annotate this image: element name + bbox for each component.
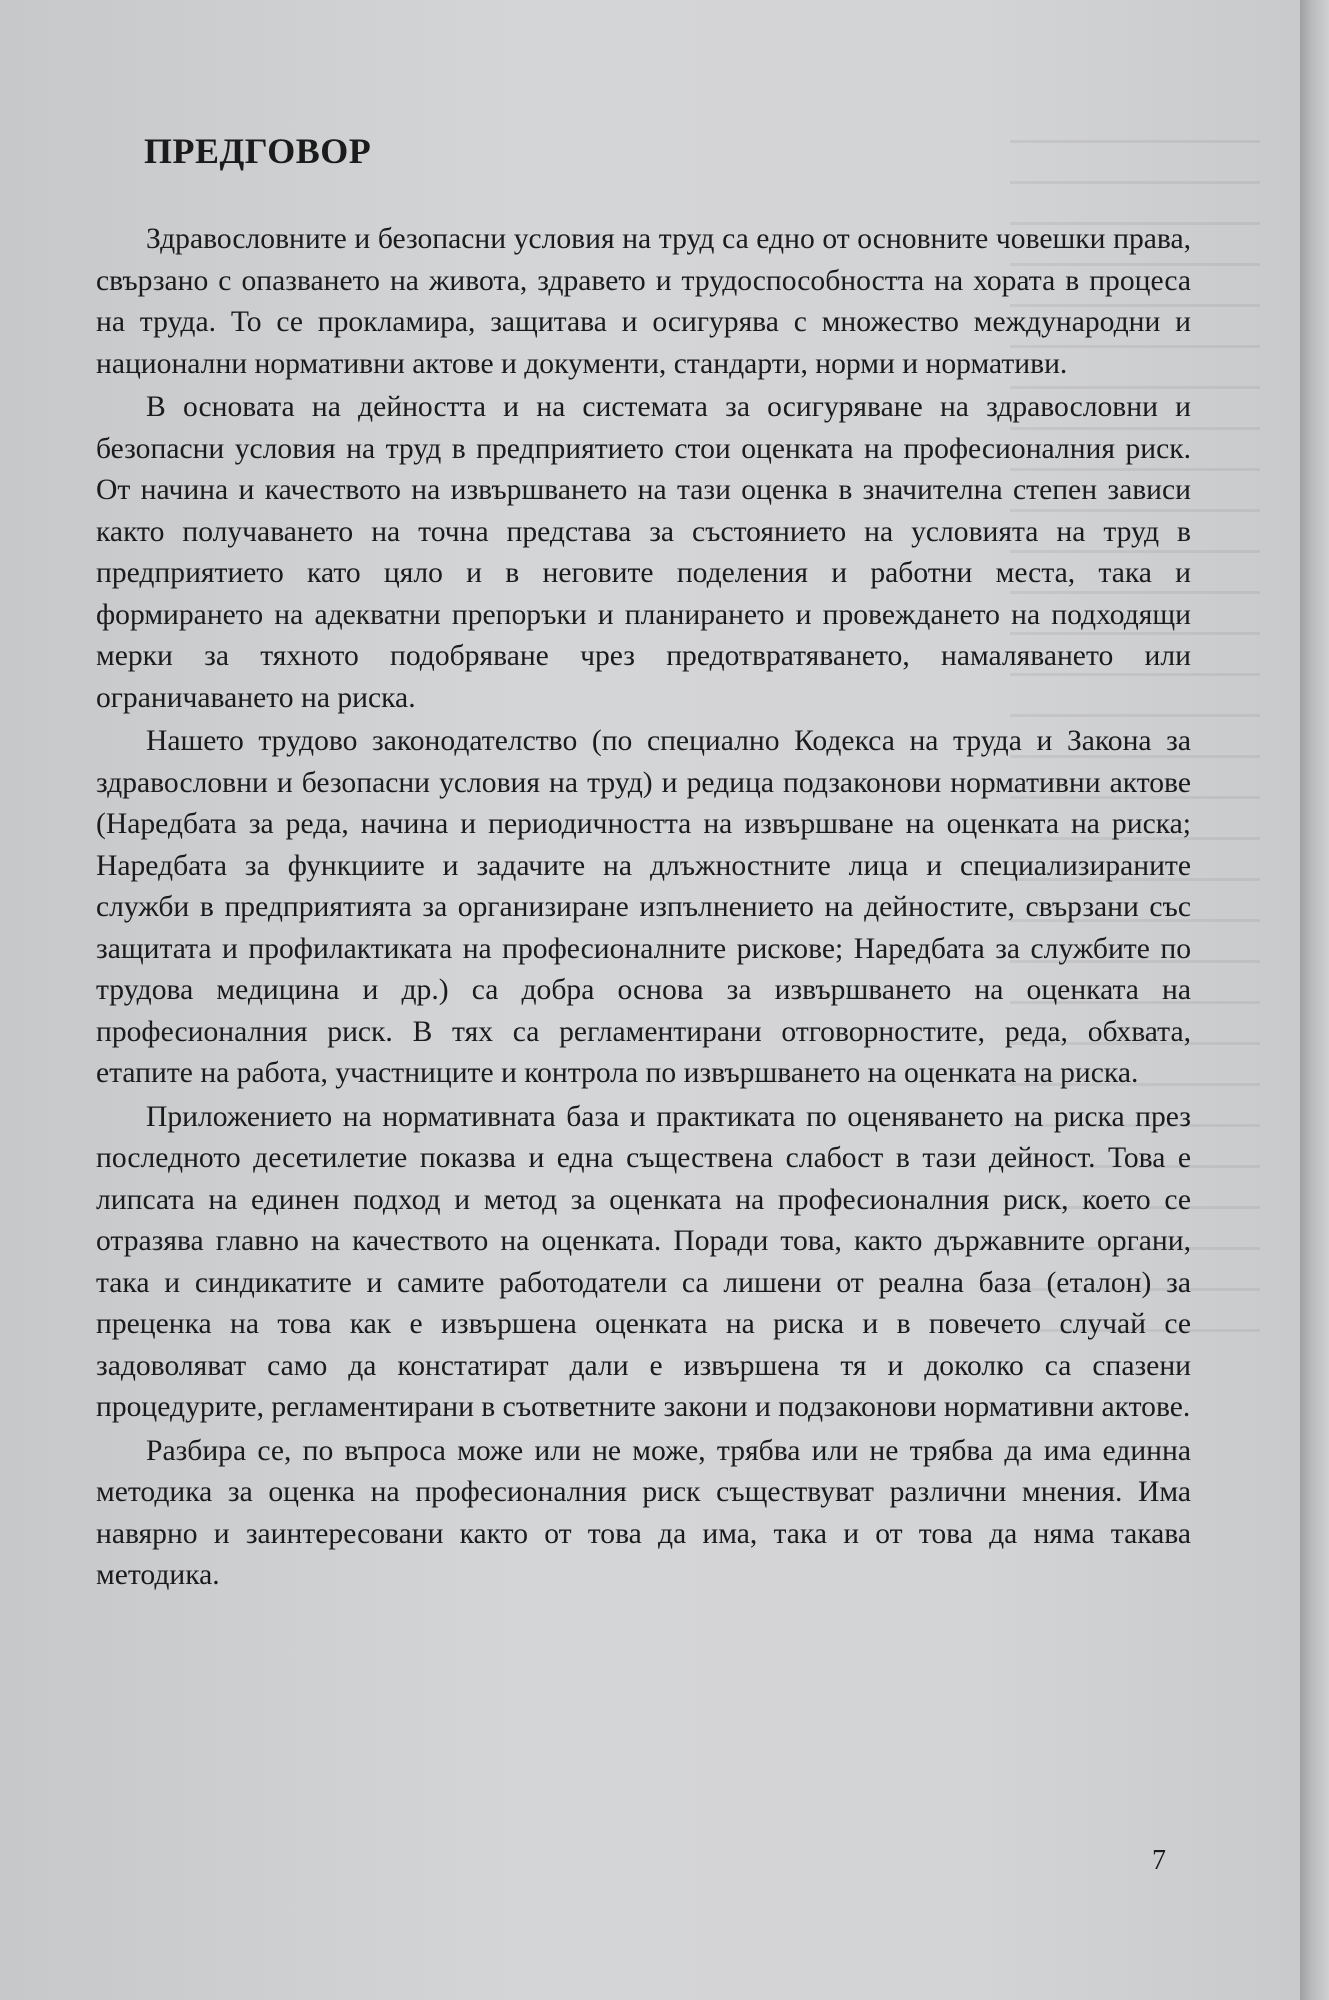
- paragraph-3: Нашето трудово законодателство (по специално Кодекса на труда и Закона за здравословни и безопасни условия на труд) и редица подзаконови нормативни актове (Наредбата за реда, начина и периодичността на извършване на оценката на риска; Наредбата за функциите и задачите на длъжностните лица и специализираните служби в предприятията за организиране изпълнението на дейностите, свързани със защитата и профилактиката на професионалните рискове; Наредбата за службите по трудова медицина и др.) са добра основа за извършването на оценката на професионалния риск. В тях са регламентирани отговорностите, реда, обхвата, етапите на работа, участниците и контрола по извършването на оценката на риска.: [96, 725, 1191, 1089]
- page-content: [96, 130, 1191, 1597]
- paragraph-4: Приложението на нормативната база и практиката по оценяването на риска през последното десетилетие показва и една съществена слабост в тази дейност. Това е липсата на единен подход и метод за оценката на професионалния риск, което се отразява главно на качеството на оценката. Поради това, както държавните органи, така и синдикатите и самите работодатели са лишени от реална база (еталон) за преценка на това как е извършена оценката на риска и в повечето случай се задоволяват само да констатират дали е извършена тя и доколко са спазени процедурите, регламентирани в съответните закони и подзаконови нормативни актове.: [96, 1100, 1191, 1423]
- paragraph-5: Разбира се, по въпроса може или не може, трябва или не трябва да има единна методика за оценка на професионалния риск съществуват различни мнения. Има навярно и заинтересовани както от това да има, така и от това да няма такава методика.: [96, 1434, 1191, 1591]
- page-title: ПРЕДГОВОР: [144, 131, 372, 171]
- page-number: 7: [1152, 1845, 1166, 1876]
- page-edge: [1300, 0, 1329, 2000]
- paragraph-2: В основата на дейността и на системата за осигуряване на здравословни и безопасни условия на труд в предприятието стои оценката на професионалния риск. От начина и качеството на извършването на тази оценка в значителна степен зависи както получаването на точна представа за състоянието на условията на труд в предприятието като цяло и в неговите поделения и работни места, така и формирането на адекватни препоръки и планирането и провеждането на подходящи мерки за тяхното подобряване чрез предотвратяването, намаляването или ограничаването на риска.: [96, 391, 1191, 714]
- paragraph-1: Здравословните и безопасни условия на труд са едно от основните човешки права, свързано с опазването на живота, здравето и трудоспособността на хората в процеса на труда. То се прокламира, защитава и осигурява с множество международни и национални нормативни актове и документи, стандарти, норми и нормативи.: [96, 223, 1191, 380]
